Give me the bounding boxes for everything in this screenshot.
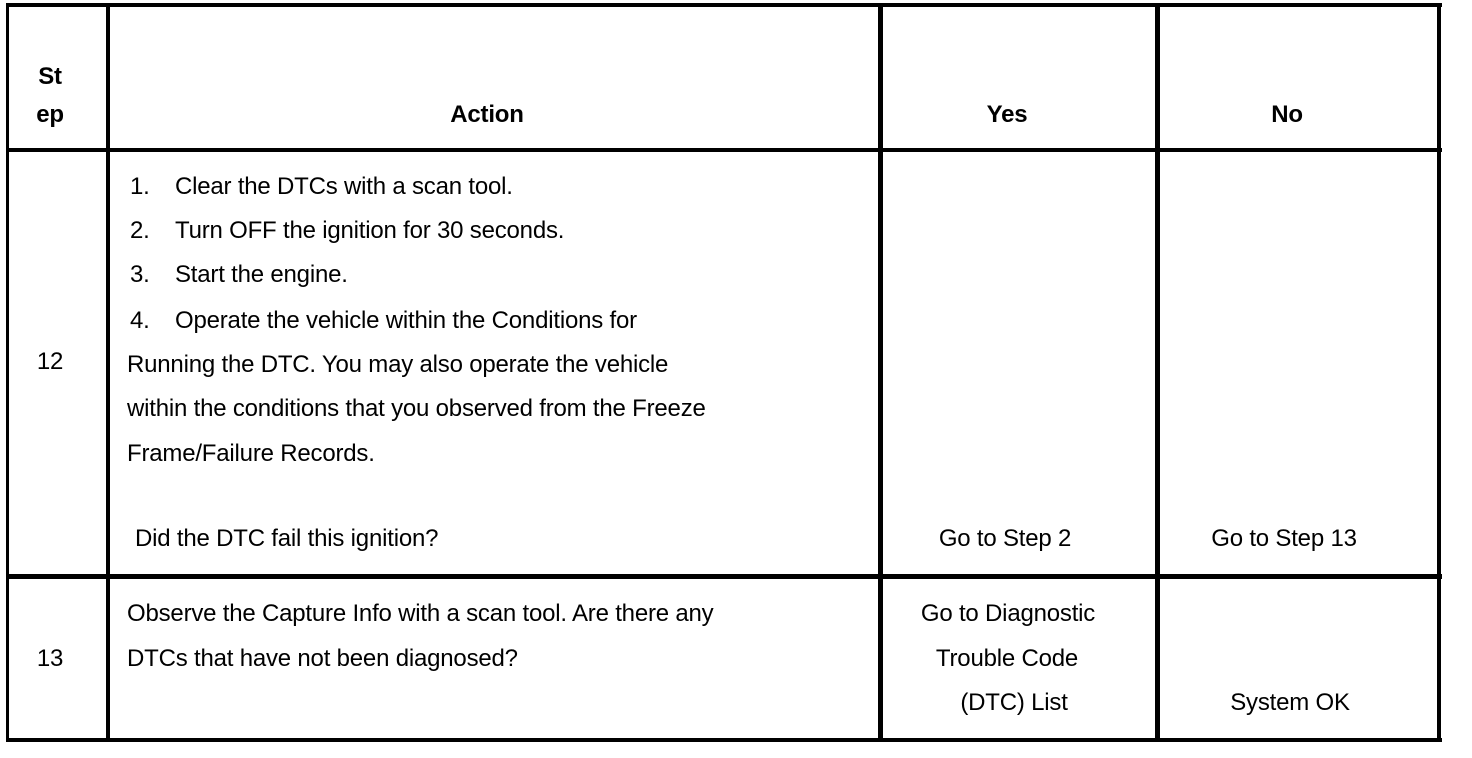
step-number: 13 bbox=[36, 645, 64, 672]
header-bottom-border bbox=[6, 148, 1442, 152]
no-result: Go to Step 13 bbox=[1211, 525, 1357, 552]
header-action: Action bbox=[450, 101, 524, 128]
step-action-divider bbox=[106, 3, 110, 742]
list-item-text: Start the engine. bbox=[175, 261, 348, 288]
step-number: 12 bbox=[36, 348, 64, 375]
yes-result-line: (DTC) List bbox=[960, 689, 1068, 716]
action-yes-divider bbox=[878, 3, 883, 742]
action-continuation-line: within the conditions that you observed from the Freeze bbox=[127, 395, 706, 422]
yes-no-divider bbox=[1155, 3, 1160, 742]
table-top-border bbox=[6, 3, 1442, 7]
yes-result-line: Go to Diagnostic bbox=[920, 600, 1096, 627]
left-border bbox=[6, 3, 9, 742]
list-item-number: 3. bbox=[130, 261, 150, 288]
header-no: No bbox=[1271, 101, 1303, 128]
list-item-number: 2. bbox=[130, 217, 150, 244]
yes-result: Go to Step 2 bbox=[938, 525, 1072, 552]
row-12-bottom-border bbox=[6, 574, 1442, 579]
list-item-text: Turn OFF the ignition for 30 seconds. bbox=[175, 217, 565, 244]
action-question: Did the DTC fail this ignition? bbox=[135, 525, 439, 552]
action-text-line: Observe the Capture Info with a scan tool. Are there any bbox=[127, 600, 714, 627]
action-text-line: DTCs that have not been diagnosed? bbox=[127, 645, 518, 672]
header-yes: Yes bbox=[986, 101, 1028, 128]
header-step-line2: ep bbox=[36, 101, 64, 128]
yes-result-line: Trouble Code bbox=[935, 645, 1079, 672]
action-continuation-line: Running the DTC. You may also operate the vehicle bbox=[127, 351, 669, 378]
header-step-line1: St bbox=[38, 63, 62, 90]
right-border bbox=[1437, 3, 1441, 742]
list-item-number: 4. bbox=[130, 307, 150, 334]
list-item-text: Clear the DTCs with a scan tool. bbox=[175, 173, 513, 200]
table-bottom-border bbox=[6, 738, 1442, 742]
list-item-text: Operate the vehicle within the Conditions for bbox=[175, 307, 637, 334]
no-result: System OK bbox=[1230, 689, 1350, 716]
list-item-number: 1. bbox=[130, 173, 150, 200]
action-continuation-line: Frame/Failure Records. bbox=[127, 440, 375, 467]
